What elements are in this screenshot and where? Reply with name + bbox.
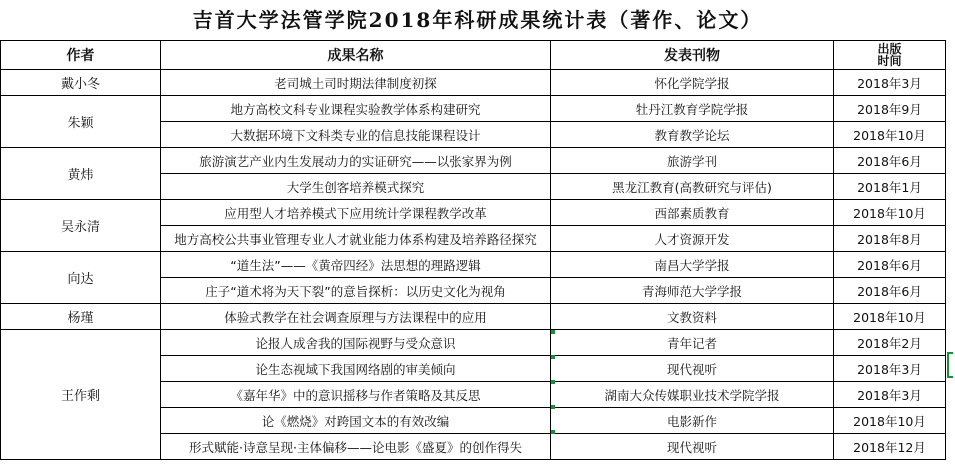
author-cell: 黄炜: [1, 148, 161, 200]
name-cell: 老司城土司时期法律制度初探: [161, 70, 551, 96]
name-cell: “道生法”——《黄帝四经》法思想的理路逻辑: [161, 252, 551, 278]
comment-marker: [551, 355, 555, 359]
name-cell: 大学生创客培养模式探究: [161, 174, 551, 200]
time-cell: 2018年12月: [834, 434, 946, 460]
time-cell: 2018年6月: [834, 278, 946, 304]
header-author: 作者: [1, 41, 161, 70]
header-journal: 发表刊物: [551, 41, 834, 70]
journal-cell: 怀化学院学报: [551, 70, 834, 96]
time-cell: 2018年3月: [834, 70, 946, 96]
results-table: [0, 40, 946, 460]
author-cell: 王作剩: [1, 330, 161, 460]
header-row: [1, 41, 946, 70]
time-cell: 2018年8月: [834, 226, 946, 252]
name-cell: 形式赋能·诗意呈现·主体偏移——论电影《盛夏》的创作得失: [161, 434, 551, 460]
journal-cell: 现代视听: [551, 434, 834, 460]
table-row: [1, 96, 946, 122]
journal-cell: 西部素质教育: [551, 200, 834, 226]
name-cell: 地方高校文科专业课程实验教学体系构建研究: [161, 96, 551, 122]
table-row: [1, 252, 946, 278]
time-cell: 2018年6月: [834, 148, 946, 174]
table-row: [1, 70, 946, 96]
journal-cell: 人才资源开发: [551, 226, 834, 252]
journal-cell: 南昌大学学报: [551, 252, 834, 278]
page-title: 吉首大学法管学院2018年科研成果统计表（著作、论文）: [192, 8, 763, 32]
journal-cell: 旅游学刊: [551, 148, 834, 174]
journal-cell: 青海师范大学学报: [551, 278, 834, 304]
time-cell: 2018年3月: [834, 356, 946, 382]
table-row: [1, 330, 946, 356]
time-cell: 2018年10月: [834, 200, 946, 226]
time-cell: 2018年10月: [834, 304, 946, 330]
time-cell: 2018年1月: [834, 174, 946, 200]
journal-cell: 湖南大众传媒职业技术学院学报: [551, 382, 834, 408]
author-cell: 戴小冬: [1, 70, 161, 96]
name-cell: 应用型人才培养模式下应用统计学课程教学改革: [161, 200, 551, 226]
comment-marker: [551, 430, 555, 434]
name-cell: 论报人成舍我的国际视野与受众意识: [161, 330, 551, 356]
table-row: [1, 200, 946, 226]
header-time: [834, 41, 946, 70]
name-cell: 论《燃烧》对跨国文本的有效改编: [161, 408, 551, 434]
name-cell: 庄子“道术将为天下裂”的意旨探析：以历史文化为视角: [161, 278, 551, 304]
author-cell: 杨瑾: [1, 304, 161, 330]
name-cell: 论生态视域下我国网络剧的审美倾向: [161, 356, 551, 382]
name-cell: 体验式教学在社会调查原理与方法课程中的应用: [161, 304, 551, 330]
name-cell: 地方高校公共事业管理专业人才就业能力体系构建及培养路径探究: [161, 226, 551, 252]
journal-cell: 黑龙江教育(高教研究与评估): [551, 174, 834, 200]
journal-cell: 现代视听: [551, 356, 834, 382]
table-row: [1, 148, 946, 174]
time-cell: 2018年2月: [834, 330, 946, 356]
time-cell: 2018年3月: [834, 382, 946, 408]
header-time-line2: 时间: [877, 54, 902, 68]
table-row: [1, 304, 946, 330]
table-body: [1, 70, 946, 460]
author-cell: 吴永清: [1, 200, 161, 252]
comment-marker: [551, 380, 555, 384]
journal-cell: 教育教学论坛: [551, 122, 834, 148]
header-name: 成果名称: [161, 41, 551, 70]
time-cell: 2018年10月: [834, 408, 946, 434]
comment-marker: [551, 405, 555, 409]
name-cell: 大数据环境下文科类专业的信息技能课程设计: [161, 122, 551, 148]
time-cell: 2018年9月: [834, 96, 946, 122]
journal-cell: 牡丹江教育学院学报: [551, 96, 834, 122]
header-time-line1: 出版: [877, 42, 902, 56]
name-cell: 《嘉年华》中的意识摇移与作者策略及其反思: [161, 382, 551, 408]
time-cell: 2018年6月: [834, 252, 946, 278]
author-cell: 向达: [1, 252, 161, 304]
author-cell: 朱颖: [1, 96, 161, 148]
journal-cell: 文教资料: [551, 304, 834, 330]
cell-selection-indicator[interactable]: [947, 352, 953, 378]
journal-cell: 电影新作: [551, 408, 834, 434]
journal-cell: 青年记者: [551, 330, 834, 356]
time-cell: 2018年10月: [834, 122, 946, 148]
comment-marker: [551, 330, 555, 334]
name-cell: 旅游演艺产业内生发展动力的实证研究——以张家界为例: [161, 148, 551, 174]
